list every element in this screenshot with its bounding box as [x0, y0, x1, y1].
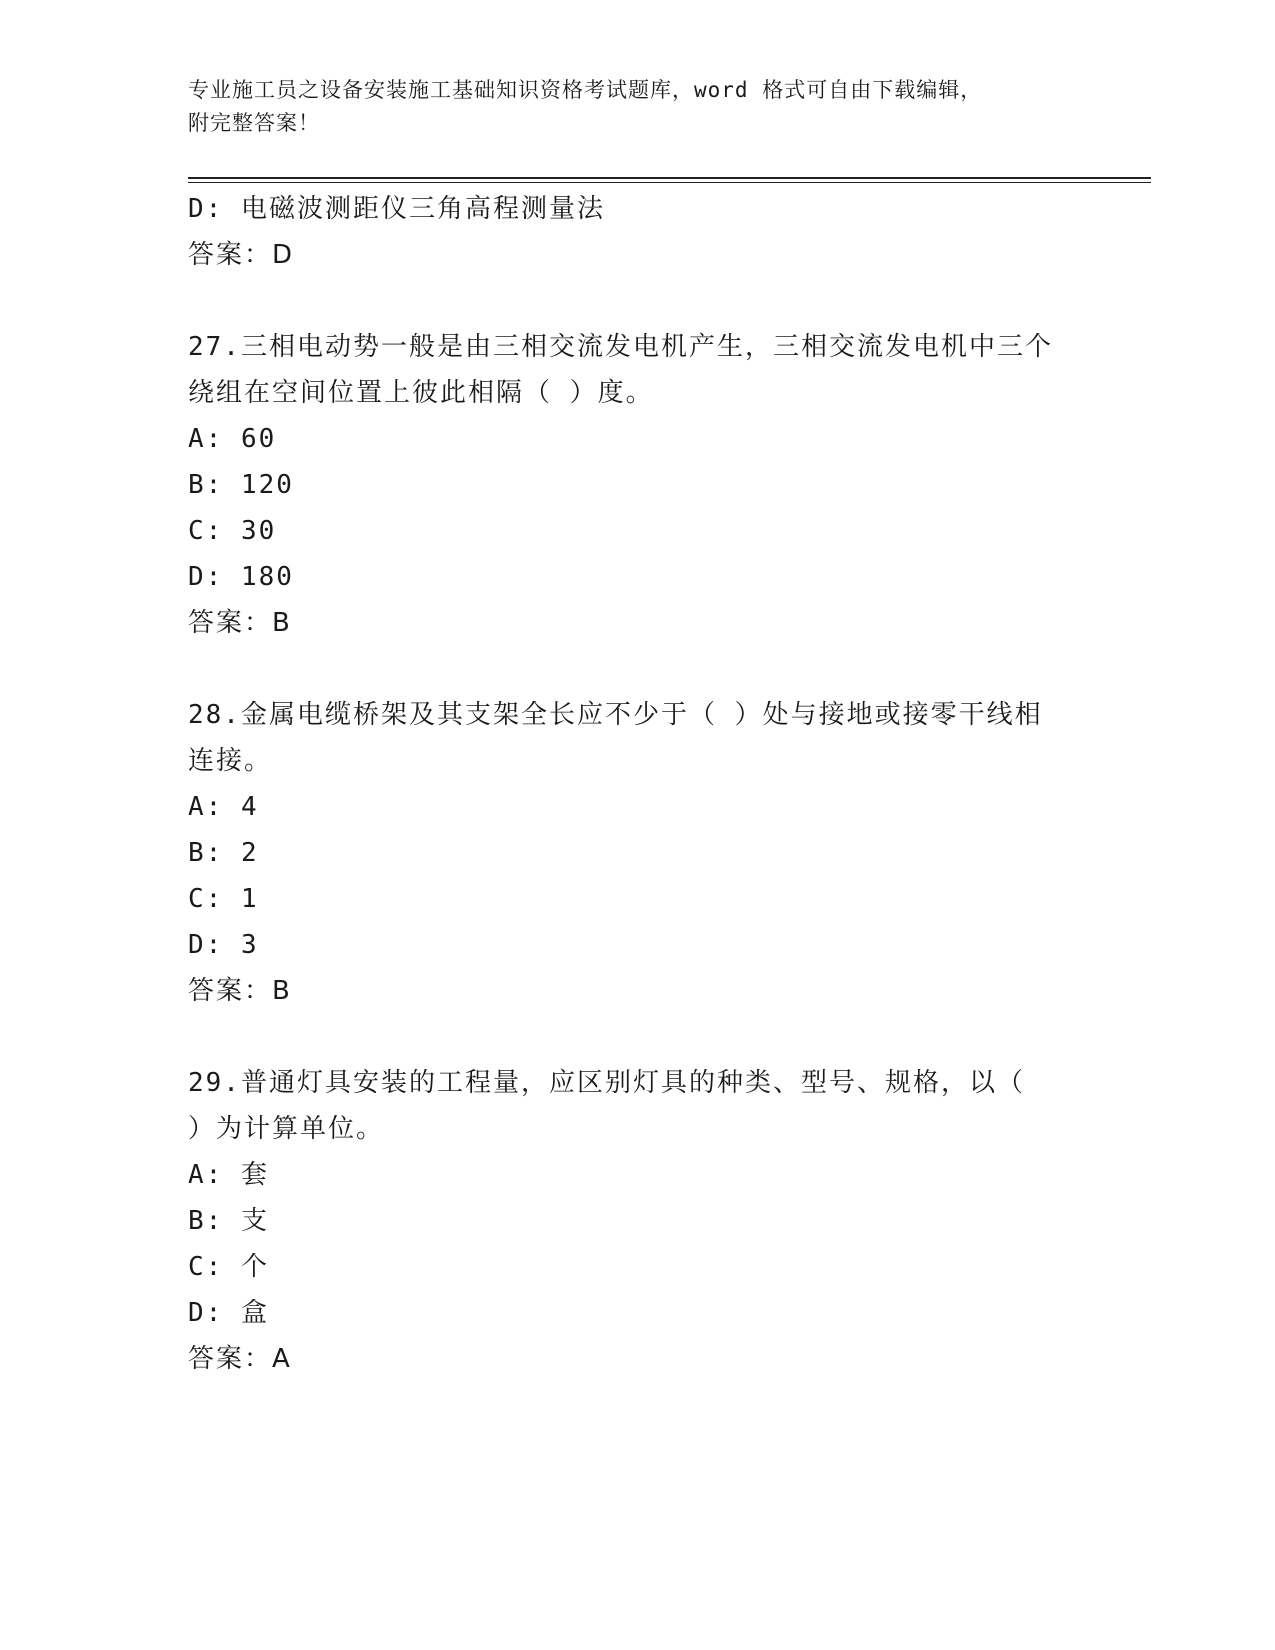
option-b: B: 支 [188, 1206, 269, 1236]
option-d: D: 180 [188, 562, 294, 592]
previous-answer: 答案：D [188, 240, 295, 270]
question-27 [188, 324, 1088, 646]
answer: 答案：B [188, 608, 292, 638]
answer: 答案：B [188, 976, 292, 1006]
spacer [188, 1014, 1088, 1060]
question-stem-line: 29.普通灯具安装的工程量，应区别灯具的种类、型号、规格，以（ [188, 1068, 1025, 1098]
question-stem-line: 绕组在空间位置上彼此相隔（ ）度。 [188, 378, 654, 408]
header-line-1: 专业施工员之设备安装施工基础知识资格考试题库，word 格式可自由下载编辑， [188, 78, 983, 102]
question-28 [188, 692, 1088, 1014]
option-d: D: 盒 [188, 1298, 269, 1328]
question-list [188, 186, 1088, 1382]
document-page [188, 0, 1148, 1650]
question-stem-line: 27.三相电动势一般是由三相交流发电机产生，三相交流发电机中三个 [188, 332, 1053, 362]
spacer [188, 646, 1088, 692]
option-a: A: 套 [188, 1160, 269, 1190]
header-line-2: 附完整答案！ [188, 111, 320, 135]
previous-option-d: D: 电磁波测距仪三角高程测量法 [188, 194, 605, 224]
spacer [188, 278, 1088, 324]
option-c: C: 个 [188, 1252, 269, 1282]
question-stem-line: 连接。 [188, 746, 273, 776]
header-divider [188, 177, 1151, 183]
option-c: C: 30 [188, 516, 277, 546]
document-header [188, 74, 1058, 140]
question-stem-line: ）为计算单位。 [188, 1114, 385, 1144]
question-stem-line: 28.金属电缆桥架及其支架全长应不少于（ ）处与接地或接零干线相 [188, 700, 1043, 730]
option-d: D: 3 [188, 930, 259, 960]
option-b: B: 2 [188, 838, 259, 868]
option-a: A: 60 [188, 424, 277, 454]
option-b: B: 120 [188, 470, 294, 500]
answer: 答案：A [188, 1344, 292, 1374]
option-a: A: 4 [188, 792, 259, 822]
question-29 [188, 1060, 1088, 1382]
option-c: C: 1 [188, 884, 259, 914]
